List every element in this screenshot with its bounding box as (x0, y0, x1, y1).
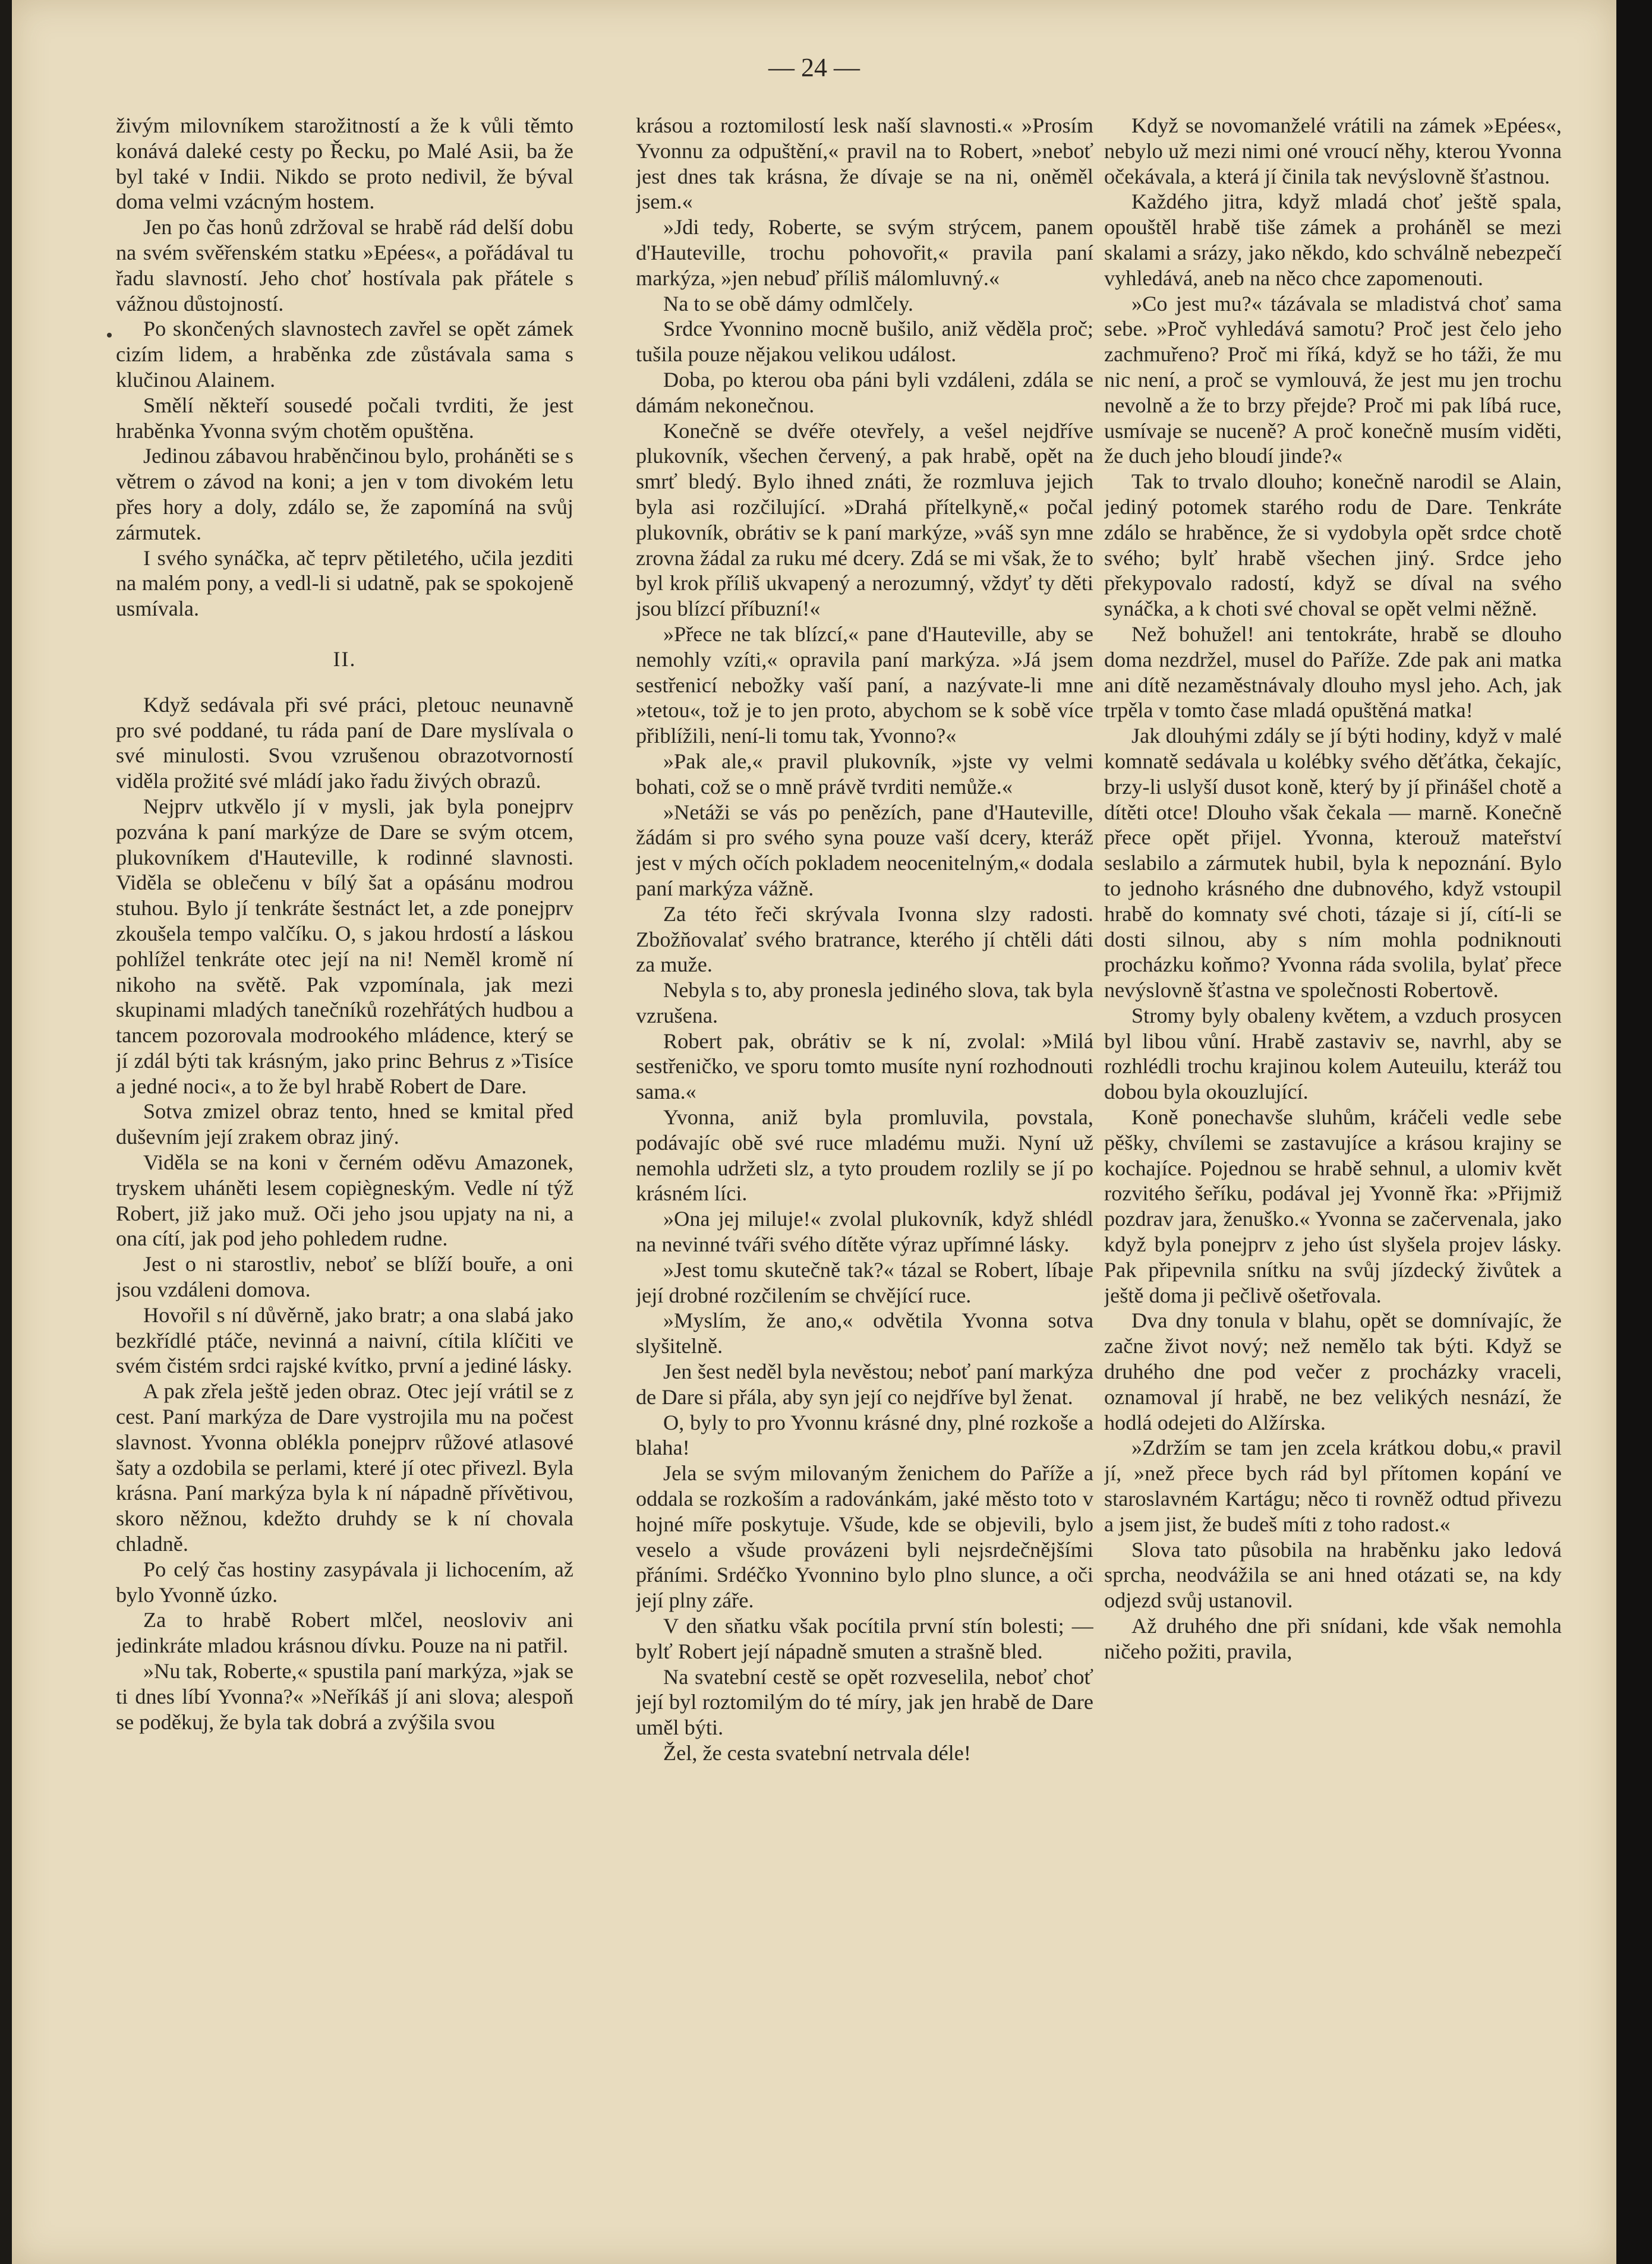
paragraph: Srdce Yvonnino mocně bušilo, aniž věděla proč; tušila pouze nějakou velikou událost. (636, 317, 1093, 367)
paragraph: Jen po čas honů zdržoval se hrabě rád delší dobu na svém svěřenském statku »Epées«, a pořádával tu řadu slavností. Jeho choť hostívala pak přátele s vážnou důstojností. (116, 215, 573, 316)
paragraph: Nebyla s to, aby pronesla jediného slova, tak byla vzrušena. (636, 978, 1093, 1027)
paragraph: A pak zřela ještě jeden obraz. Otec její vrátil se z cest. Paní markýza de Dare vystrojila mu na počest slavnost. Yvonna oblékla ponejprv růžové atlasové šaty a ozdobila se perlami, které jí otec přivezl. Byla krásna. Paní markýza byla k ní nápadně přívětivou, skoro něžnou, kdežto druhdy se k ní chovala chladně. (116, 1379, 573, 1556)
paragraph: Hovořil s ní důvěrně, jako bratr; a ona slabá jako bezkřídlé ptáče, nevinná a naivní, cítila klíčiti ve svém čistém srdci rajské kvítko, první a jediné lásky. (116, 1303, 573, 1378)
paragraph: Když sedávala při své práci, pletouc neunavně pro své poddané, tu ráda paní de Dare myslívala o své minulosti. Svou vzrušenou obrazotvorností viděla prožité své mládí jako řadu živých obrazů. (116, 692, 573, 793)
paragraph: Po skončených slavnostech zavřel se opět zámek cizím lidem, a hraběnka zde zůstávala sama s klučinou Alainem. (116, 317, 573, 392)
paragraph: Dva dny tonula v blahu, opět se domnívajíc, že začne život nový; než nemělo tak býti. Když se druhého dne pod večer z procházky vraceli, oznamoval jí hrabě, ne bez velikých nesnází, že hodlá odejeti do Alžírska. (1104, 1308, 1562, 1434)
paragraph: Jedinou zábavou hraběnčinou bylo, proháněti se s větrem o závod na koni; a jen v tom divokém letu přes hory a doly, zdálo se, že zapomíná na svůj zármutek. (116, 444, 573, 544)
page-sheet (12, 0, 1616, 2264)
paragraph: Jela se svým milovaným ženichem do Paříže a oddala se rozkoším a radovánkám, jaké město toto v hojné míře poskytuje. Všude, kde se objevili, bylo veselo a všude provázeni byli nejsrdečnějšími přáními. Srdéčko Yvonnino bylo plno slunce, a oči její plny záře. (636, 1461, 1093, 1613)
chapter-heading: II. (333, 647, 357, 671)
paragraph: »Jdi tedy, Roberte, se svým strýcem, panem d'Hauteville, trochu pohovořit,« pravila paní markýza, »jen nebuď příliš málomluvný.« (636, 215, 1093, 290)
page-number: — 24 — (768, 53, 860, 82)
paragraph: »Nu tak, Roberte,« spustila paní markýza, »jak se ti dnes líbí Yvonna?« »Neříkáš jí ani slova; alespoň se poděkuj, že byla tak dobrá a zvýšila svou (116, 1659, 573, 1734)
text-column-1 (116, 113, 573, 2121)
paragraph: »Ona jej miluje!« zvolal plukovník, když shlédl na nevinné tváři svého dítěte výraz upřímné lásky. (636, 1207, 1093, 1257)
paragraph: »Pak ale,« pravil plukovník, »jste vy velmi bohati, což se o mně právě tvrditi nemůže.« (636, 749, 1093, 799)
text-column-3 (1104, 113, 1562, 2121)
paragraph: Na to se obě dámy odmlčely. (663, 291, 913, 316)
paragraph: Až druhého dne při snídani, kde však nemohla ničeho požiti, pravila, (1104, 1614, 1562, 1663)
paragraph: Na svatební cestě se opět rozveselila, neboť choť její byl roztomilým do té míry, jak jen hrabě de Dare uměl býti. (636, 1664, 1093, 1740)
paragraph: živým milovníkem starožitností a že k vůli těmto konává daleké cesty po Řecku, po Malé Asii, ba že byl také v Indii. Nikdo se proto nedivil, že býval doma velmi vzácným hostem. (116, 113, 573, 214)
paragraph: Smělí někteří sousedé počali tvrditi, že jest hraběnka Yvonna svým chotěm opuštěna. (116, 393, 573, 443)
paragraph: Stromy byly obaleny květem, a vzduch prosycen byl libou vůní. Hrabě zastaviv se, navrhl, aby se rozhlédli trochu krajinou kolem Auteuilu, kteráž tou dobou byla okouzlující. (1104, 1003, 1562, 1104)
paragraph: »Co jest mu?« tázávala se mladistvá choť sama sebe. »Proč vyhledává samotu? Proč jest čelo jeho zachmuřeno? Proč mi říká, když se ho táži, že mu nic není, a proč se vymlouvá, že jest mu jen trochu nevolně a že to brzy přejde? Proč mi pak líbá ruce, usmívaje se nuceně? A proč konečně musím viděti, že duch jeho bloudí jinde?« (1104, 291, 1562, 468)
paragraph: »Netáži se vás po penězích, pane d'Hauteville, žádám si pro svého syna pouze vaší dcery, kteráž jest v mých očích pokladem neocenitelným,« dodala paní markýza vážně. (636, 800, 1093, 900)
paragraph: V den sňatku však pocítila první stín bolesti; — bylť Robert její nápadně smuten a strašně bled. (636, 1614, 1093, 1663)
paragraph: Po celý čas hostiny zasypávala ji lichocením, až bylo Yvonně úzko. (116, 1557, 573, 1607)
paragraph: Za to hrabě Robert mlčel, neosloviv ani jedinkráte mladou krásnou dívku. Pouze na ni patřil. (116, 1608, 573, 1658)
ink-spot (107, 333, 112, 338)
paragraph: Než bohužel! ani tentokráte, hrabě se dlouho doma nezdržel, musel do Paříže. Zde pak ani matka ani dítě nezaměstnávaly dlouho mysl jeho. Ach, jak trpěla v tomto čase mladá opuštěná matka! (1104, 622, 1562, 723)
paragraph: Jak dlouhými zdály se jí býti hodiny, když v malé komnatě sedávala u kolébky svého děťátka, čekajíc, brzy-li uslyší dusot koně, který by jí přinášel chotě a dítěti otce! Dlouho však čekala — marně. Konečně přece opět přijel. Yvonna, kterouž mateřství seslabilo a zármutek hubil, byla k nepoznání. Bylo to jednoho krásného dne dubnového, když vstoupil hrabě do komnaty své choti, tázaje si jí, cítí-li se dosti silnou, aby s ním mohla podniknouti procházku koňmo? Yvonna ráda svolila, bylať přece nevýslovně šťastna ve společnosti Robertově. (1104, 724, 1562, 1002)
paragraph: Doba, po kterou oba páni byli vzdáleni, zdála se dámám nekonečnou. (636, 367, 1093, 417)
paragraph: »Zdržím se tam jen zcela krátkou dobu,« pravil jí, »než přece bych rád byl přítomen kopání ve staroslavném Kartágu; něco ti rovněž odtud přivezu a jsem jist, že budeš míti z toho radost.« (1104, 1436, 1562, 1536)
text-column-2 (636, 113, 1093, 2121)
paragraph: Slova tato působila na hraběnku jako ledová sprcha, neodvážila se ani hned otázati se, na kdy odjezd svůj ustanovil. (1104, 1537, 1562, 1613)
paragraph: Jest o ni starostliv, neboť se blíží bouře, a oni jsou vzdáleni domova. (116, 1252, 573, 1302)
paragraph: »Jest tomu skutečně tak?« tázal se Robert, líbaje její drobné rozčilením se chvějící ruce. (636, 1257, 1093, 1307)
paragraph: Každého jitra, když mladá choť ještě spala, opouštěl hrabě tiše zámek a proháněl se mezi skalami a srázy, jako někdo, kdo schválně nebezpečí vyhledává, aneb na něco chce zapomenouti. (1104, 190, 1562, 290)
paragraph: Jen šest neděl byla nevěstou; neboť paní markýza de Dare si přála, aby syn její co nejdříve byl ženat. (636, 1360, 1093, 1409)
paragraph: »Přece ne tak blízcí,« pane d'Hauteville, aby se nemohly vzíti,« opravila paní markýza. »Já jsem sestřenicí nebožky vaší paní, a nazývate-li mne »tetou«, tož je to jen proto, abychom se k sobě více přiblížili, není-li tomu tak, Yvonno?« (636, 622, 1093, 748)
paragraph: Žel, že cesta svatební netrvala déle! (663, 1741, 971, 1765)
paragraph: krásou a roztomilostí lesk naší slavnosti.« »Prosím Yvonnu za odpuštění,« pravil na to Robert, »neboť jest dnes tak krásna, že dívaje se na ni, oněměl jsem.« (636, 113, 1093, 214)
paragraph: Koně ponechavše sluhům, kráčeli vedle sebe pěšky, chvílemi se zastavujíce a krásou krajiny se kochajíce. Pojednou se hrabě sehnul, a ulomiv květ rozvitého šeříku, podával jej Yvonně řka: »Přijmiž pozdrav jara, ženuško.« Yvonna se začervenala, jako když byla ponejprv z jeho úst slyšela projev lásky. Pak připevnila snítku na svůj jízdecký živůtek a ještě doma ji pečlivě ošetřovala. (1104, 1105, 1562, 1307)
scan-edge (1616, 0, 1652, 2264)
paragraph: Za této řeči skrývala Ivonna slzy radosti. Zbožňovalať svého bratrance, kterého jí chtěli dáti za muže. (636, 901, 1093, 977)
paragraph: Yvonna, aniž byla promluvila, povstala, podávajíc obě své ruce mladému muži. Nyní už nemohla udržeti slz, a tyto proudem rozlily se jí po krásném líci. (636, 1105, 1093, 1206)
paragraph: Nejprv utkvělo jí v mysli, jak byla ponejprv pozvána k paní markýze de Dare se svým otcem, plukovníkem d'Hauteville, k rodinné slavnosti. Viděla se oblečenu v bílý šat a opásánu modrou stuhou. Bylo jí tenkráte šestnáct let, a zde ponejprv zkoušela tempo valčíku. O, s jakou hrdostí a láskou pohlížel tenkráte otec její na ni! Neměl kromě ní nikoho na světě. Pak vzpomínala, jak mezi skupinami mladých tanečníků rozehřátých hudbou a tancem pozorovala modrookého mládence, který se jí zdál býti tak krásným, jako princ Behrus z »Tisíce a jedné noci«, a to že byl hrabě Robert de Dare. (116, 794, 573, 1098)
paragraph: Tak to trvalo dlouho; konečně narodil se Alain, jediný potomek starého rodu de Dare. Tenkráte zdálo se hraběnce, že si vydobyla opět srdce chotě svého; bylť hrabě všechen jiný. Srdce jeho překypovalo radostí, když se díval na svého synáčka, a k choti své choval se opět velmi něžně. (1104, 469, 1562, 621)
paragraph: Konečně se dvéře otevřely, a vešel nejdříve plukovník, všechen červený, a pak hrabě, opět na smrť bledý. Bylo ihned znáti, že rozmluva jejich byla asi rozčilující. »Drahá přítelkyně,« počal plukovník, obrátiv se k paní markýze, »váš syn mne zrovna žádal za ruku mé dcery. Zdá se mi však, že to byl krok příliš ukvapený a nerozumný, vždyť ty děti jsou blízcí příbuzní!« (636, 418, 1093, 621)
paragraph: Robert pak, obrátiv se k ní, zvolal: »Milá sestřeničko, ve sporu tomto musíte nyní rozhodnouti sama.« (636, 1029, 1093, 1104)
paragraph: »Myslím, že ano,« odvětila Yvonna sotva slyšitelně. (636, 1308, 1093, 1358)
paragraph: Když se novomanželé vrátili na zámek »Epées«, nebylo už mezi nimi oné vroucí něhy, kterou Yvonna očekávala, a která jí činila tak nevýslovně šťastnou. (1104, 113, 1562, 188)
paragraph: Viděla se na koni v černém oděvu Amazonek, tryskem uháněti lesem copiègneským. Vedle ní týž Robert, již jako muž. Oči jeho jsou upjaty na ni, a ona cítí, jak pod jeho pohledem rudne. (116, 1150, 573, 1251)
paragraph: Sotva zmizel obraz tento, hned se kmital před duševním její zrakem obraz jiný. (116, 1099, 573, 1149)
paragraph: I svého synáčka, ač teprv pětiletého, učila jezditi na malém pony, a vedl-li si udatně, pak se spokojeně usmívala. (116, 545, 573, 621)
paragraph: O, byly to pro Yvonnu krásné dny, plné rozkoše a blaha! (636, 1410, 1093, 1460)
